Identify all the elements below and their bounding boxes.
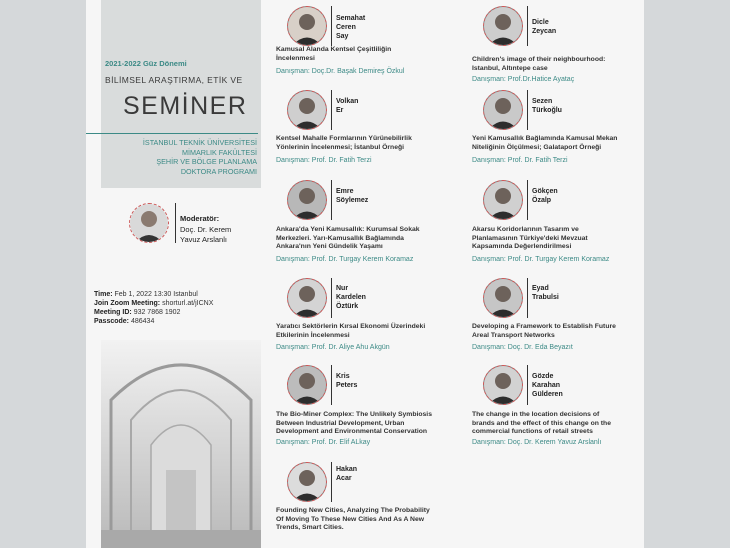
moderator-name-1: Doç. Dr. Kerem [180, 225, 232, 234]
speaker-avatar [287, 90, 327, 130]
talk-title: Developing a Framework to Establish Future [472, 323, 616, 330]
program-line-3: ŞEHİR VE BÖLGE PLANLAMA [156, 157, 257, 166]
speaker-name: Sezen [532, 98, 553, 105]
speaker-name: Türkoğlu [532, 107, 562, 114]
meeting-passcode [94, 317, 154, 326]
title-line-1: BİLİMSEL ARAŞTIRMA, ETİK VE [105, 75, 243, 85]
speaker-name: Özalp [532, 197, 552, 204]
speaker-divider [331, 278, 332, 318]
talk-title: Between Industrial Development, Urban [276, 419, 405, 427]
speaker-name: Acar [336, 475, 352, 482]
talk-title: İncelenmesi [276, 54, 315, 62]
meeting-zoom [94, 299, 213, 308]
speaker-name: Hakan [336, 466, 358, 473]
speaker-name: Eyad [532, 285, 549, 292]
background-left [0, 0, 86, 548]
speaker-name: Nur [336, 285, 349, 292]
accent-divider [86, 133, 258, 134]
speaker-name: Say [336, 33, 349, 40]
meeting-time [94, 290, 198, 299]
talk-title: Niteliğinin Ölçülmesi; Galataport Örneği [472, 143, 602, 151]
speaker-divider [331, 90, 332, 130]
talk-title: The change in the location decisions of [472, 411, 600, 418]
speaker-name: Öztürk [336, 303, 359, 310]
id-label: Meeting ID: [94, 309, 132, 316]
speaker-avatar [483, 365, 523, 405]
speaker-avatar [287, 278, 327, 318]
talk-title: Yaratıcı Sektörlerin Kırsal Ekonomi Üzerindeki [276, 323, 426, 330]
title-line-2: SEMİNER [123, 92, 248, 120]
speaker-avatar [287, 365, 327, 405]
advisor: Danışman: Prof. Dr. Fatih Terzi [472, 157, 568, 164]
building-photo [101, 340, 261, 548]
advisor: Danışman: Doç. Dr. Kerem Yavuz Arslanlı [472, 439, 602, 446]
speaker-name: Zeycan [532, 28, 557, 35]
speaker-divider [527, 90, 528, 130]
moderator-name-2: Yavuz Arslanlı [180, 235, 227, 244]
advisor: Danışman: Prof. Dr. Aliye Ahu Akgün [276, 344, 390, 351]
moderator-divider [175, 203, 176, 243]
moderator-role: Moderatör: [180, 214, 220, 223]
passcode-label: Passcode: [94, 318, 130, 325]
talk-title: Kamusal Alanda Kentsel Çeşitliliğin [276, 46, 392, 53]
speaker-name: Söylemez [336, 197, 369, 204]
speaker-avatar [483, 6, 523, 46]
talk-title: Of Moving To These New Cities And As A New [276, 515, 425, 523]
advisor: Danışman: Prof. Dr. Elif ALkay [276, 439, 371, 446]
advisor: Danışman: Prof. Dr. Turgay Kerem Koramaz [276, 256, 414, 263]
speaker-avatar [287, 180, 327, 220]
talk-title: Planlamasının Türkiye'deki Mevzuat [472, 234, 588, 242]
talk-title: Development and Environmental Conservation [276, 428, 428, 435]
program-line-2: MİMARLIK FAKÜLTESİ [182, 147, 257, 157]
advisor: Danışman: Doç.Dr. Başak Demireş Özkul [276, 68, 405, 75]
speaker-name: Volkan [336, 98, 359, 105]
time-label: Time: [94, 291, 113, 298]
talk-title: Ankara'nın Yeni Gündelik Yaşamı [276, 243, 383, 250]
talk-title: Children's image of their neighbourhood: [472, 56, 606, 63]
speaker-name: Gözde [532, 373, 554, 380]
speaker-avatar [483, 90, 523, 130]
program-line-1: İSTANBUL TEKNİK ÜNİVERSİTESİ [142, 138, 257, 147]
speaker-divider [527, 278, 528, 318]
speaker-name: Semahat [336, 15, 366, 22]
zoom-link[interactable]: shorturl.at/jICNX [162, 300, 214, 307]
id-value: 932 7868 1902 [133, 309, 181, 316]
talk-title: Akarsu Koridorlarının Tasarım ve [472, 226, 579, 233]
advisor: Danışman: Prof. Dr. Turgay Kerem Koramaz [472, 256, 610, 263]
speaker-divider [527, 180, 528, 220]
speaker-name: Kardelen [336, 294, 366, 301]
speaker-divider [331, 462, 332, 502]
talk-title: Yeni Kamusallık Bağlamında Kamusal Mekan [472, 135, 618, 142]
advisor: Danışman: Prof. Dr. Fatih Terzi [276, 157, 372, 164]
speaker-name: Emre [336, 188, 354, 195]
background-right [644, 0, 730, 548]
talk-title: commercial functions of retail streets [472, 428, 593, 435]
speaker-name: Trabulsi [532, 294, 559, 301]
speaker-name: Ceren [336, 24, 356, 31]
speaker-name: Peters [336, 382, 358, 389]
talk-title: The Bio-Miner Complex: The Unlikely Symbiosis [276, 411, 432, 418]
talk-title: Kentsel Mahalle Formlarının Yürünebilirlik [276, 135, 412, 142]
term-label: 2021-2022 Güz Dönemi [105, 59, 187, 68]
speaker-divider [331, 6, 332, 46]
talk-title: Trends, Smart Cities. [276, 524, 344, 531]
advisor: Danışman: Prof.Dr.Hatice Ayataç [472, 76, 575, 83]
talk-title: brands and the effect of this change on the [472, 419, 611, 427]
speaker-avatar [287, 6, 327, 46]
talk-title: Areal Transport Networks [472, 331, 555, 339]
talk-title: Kapsamında Değerlendirilmesi [472, 243, 572, 250]
talk-title: Merkezleri. Yarı-Kamusallık Bağlamında [276, 234, 404, 242]
speaker-name: Karahan [532, 382, 561, 389]
passcode-value: 486434 [130, 318, 155, 325]
zoom-label: Join Zoom Meeting: [94, 300, 161, 307]
talk-title: Istanbul, Altıntepe case [472, 64, 548, 72]
moderator-avatar [129, 203, 169, 243]
meeting-id [94, 308, 180, 317]
speaker-avatar [483, 180, 523, 220]
seminar-poster [86, 0, 644, 548]
talk-title: Etkilerinin İncelenmesi [276, 331, 350, 339]
advisor: Danışman: Doç. Dr. Eda Beyazıt [472, 344, 573, 351]
speaker-avatar [287, 462, 327, 502]
speaker-name: Gülderen [532, 391, 563, 398]
time-value: Feb 1, 2022 13:30 Istanbul [114, 291, 198, 298]
speaker-name: Gökçen [532, 188, 558, 195]
speaker-divider [527, 6, 528, 46]
speaker-name: Er [336, 107, 344, 114]
program-line-4: DOKTORA PROGRAMI [180, 166, 257, 176]
speaker-divider [331, 180, 332, 220]
speaker-name: Dicle [532, 19, 549, 26]
talk-title: Founding New Cities, Analyzing The Probability [276, 507, 430, 514]
talk-title: Ankara'da Yeni Kamusallık: Kurumsal Sokak [276, 226, 420, 233]
talk-title: Yönlerinin İncelenmesi; İstanbul Örneği [276, 143, 405, 151]
speaker-name: Kris [336, 373, 350, 380]
speaker-divider [331, 365, 332, 405]
speaker-divider [527, 365, 528, 405]
speaker-avatar [483, 278, 523, 318]
